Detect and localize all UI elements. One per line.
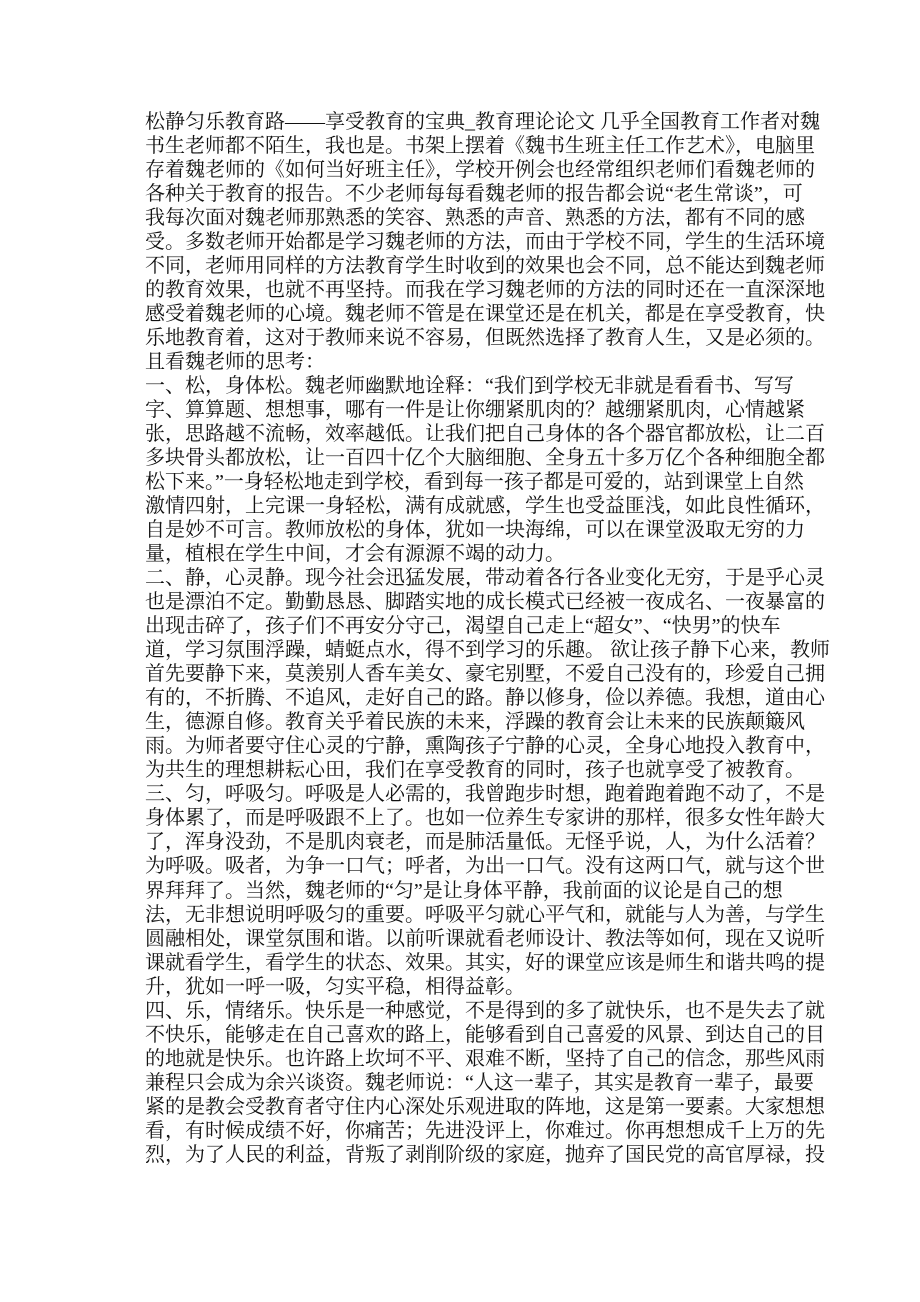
text-line: 雨。为师者要守住心灵的宁静，熏陶孩子宁静的心灵，全身心地投入教育中， [145, 735, 825, 758]
text-line: 的教育效果，也就不再坚持。而我在学习魏老师的方法的同时还在一直深深地 [145, 279, 825, 302]
text-line: 课就看学生，看学生的状态、效果。其实，好的课堂应该是师生和谐共鸣的提 [145, 951, 825, 974]
text-line: 字、算算题、想想事，哪有一件是让你绷紧肌肉的？越绷紧肌肉，心情越紧 [145, 399, 805, 422]
text-line: 一、松，身体松。魏老师幽默地诠释：“我们到学校无非就是看看书、写写 [145, 375, 794, 398]
text-line: 自是妙不可言。教师放松的身体，犹如一块海绵，可以在课堂汲取无穷的力 [145, 519, 805, 542]
text-line: 感受着魏老师的心境。魏老师不管是在课堂还是在机关，都是在享受教育，快 [145, 303, 825, 326]
text-line: 生，德源自修。教育关乎着民族的未来，浮躁的教育会让未来的民族颠簸风 [145, 711, 805, 734]
text-line: 为呼吸。吸者，为争一口气；呼者，为出一口气。没有这两口气，就与这个世 [145, 855, 825, 878]
text-line: 圆融相处，课堂氛围和谐。以前听课就看老师设计、教法等如何，现在又说听 [145, 927, 825, 950]
text-line: 张，思路越不流畅，效率越低。让我们把自己身体的各个器官都放松，让二百 [145, 423, 825, 446]
text-line: 乐地教育着，这对于教师来说不容易，但既然选择了教育人生，又是必须的。 [145, 327, 825, 350]
text-line: 不同，老师用同样的方法教育学生时收到的效果也会不同，总不能达到魏老师 [145, 255, 825, 278]
text-line: 我每次面对魏老师那熟悉的笑容、熟悉的声音、熟悉的方法，都有不同的感 [145, 207, 805, 230]
text-line: 道，学习氛围浮躁，蜻蜓点水，得不到学习的乐趣。 欲让孩子静下心来，教师 [145, 639, 830, 662]
text-line: 紧的是教会受教育者守住内心深处乐观进取的阵地，这是第一要素。大家想想 [145, 1095, 825, 1118]
text-line: 多块骨头都放松，让一百四十亿个大脑细胞、全身五十多万亿个各种细胞全都 [145, 447, 825, 470]
text-line: 不快乐，能够走在自己喜欢的路上，能够看到自己喜爱的风景、到达自己的目 [145, 1023, 825, 1046]
text-line: 四、乐，情绪乐。快乐是一种感觉，不是得到的多了就快乐，也不是失去了就 [145, 999, 825, 1022]
text-line: 的地就是快乐。也许路上坎坷不平、艰难不断，坚持了自己的信念，那些风雨 [145, 1047, 825, 1070]
text-line: 激情四射，上完课一身轻松，满有成就感，学生也受益匪浅，如此良性循环， [145, 495, 825, 518]
text-line: 量，植根在学生中间，才会有源源不竭的动力。 [145, 543, 565, 566]
text-line: 界拜拜了。当然，魏老师的“匀”是让身体平静，我前面的议论是自己的想 [145, 879, 783, 902]
text-line: 出现击碎了，孩子们不再安分守己，渴望自己走上“超女”、“快男”的快车 [145, 615, 781, 638]
text-line: 也是漂泊不定。勤勤恳恳、脚踏实地的成长模式已经被一夜成名、一夜暴富的 [145, 591, 825, 614]
document-body [145, 110, 830, 1167]
text-line: 升，犹如一呼一吸，匀实平稳，相得益彰。 [145, 975, 525, 998]
document-title-line: 松静匀乐教育路——享受教育的宝典_教育理论论文 几乎全国教育工作者对魏 [145, 111, 820, 133]
text-line: 法，无非想说明呼吸匀的重要。呼吸平匀就心平气和，就能与人为善，与学生 [145, 903, 825, 926]
text-line: 为共生的理想耕耘心田，我们在享受教育的同时，孩子也就享受了被教育。 [145, 759, 805, 782]
text-line: 各种关于教育的报告。不少老师每每看魏老师的报告都会说“老生常谈”，可 [145, 183, 803, 206]
text-line: 存着魏老师的《如何当好班主任》，学校开例会也经常组织老师们看魏老师的 [145, 159, 815, 182]
text-line: 看，有时候成绩不好，你痛苦；先进没评上，你难过。你再想想成千上万的先 [145, 1119, 825, 1142]
text-line: 烈，为了人民的利益，背叛了剥削阶级的家庭，抛弃了国民党的高官厚禄，投 [145, 1143, 825, 1166]
text-line: 且看魏老师的思考： [145, 351, 325, 374]
text-line: 兼程只会成为余兴谈资。魏老师说：“人这一辈子，其实是教育一辈子，最要 [145, 1071, 814, 1094]
text-line: 松下来。”一身轻松地走到学校，看到每一孩子都是可爱的，站到课堂上自然 [145, 471, 804, 494]
text-line: 书生老师都不陌生，我也是。书架上摆着《魏书生班主任工作艺术》，电脑里 [145, 135, 815, 158]
text-line: 首先要静下来，莫羡别人香车美女、豪宅别墅，不爱自己没有的，珍爱自己拥 [145, 663, 825, 686]
text-line: 三、匀，呼吸匀。呼吸是人必需的，我曾跑步时想，跑着跑着跑不动了，不是 [145, 783, 825, 806]
text-line: 身体累了，而是呼吸跟不上了。也如一位养生专家讲的那样，很多女性年龄大 [145, 807, 825, 830]
text-line: 受。多数老师开始都是学习魏老师的方法，而由于学校不同，学生的生活环境 [145, 231, 825, 254]
text-line: 有的，不折腾、不追风，走好自己的路。静以修身，俭以养德。我想，道由心 [145, 687, 825, 710]
text-line: 二、静，心灵静。现今社会迅猛发展，带动着各行各业变化无穷，于是乎心灵 [145, 567, 825, 590]
text-line: 了，浑身没劲，不是肌肉衰老，而是肺活量低。无怪乎说，人，为什么活着？ [145, 831, 825, 854]
